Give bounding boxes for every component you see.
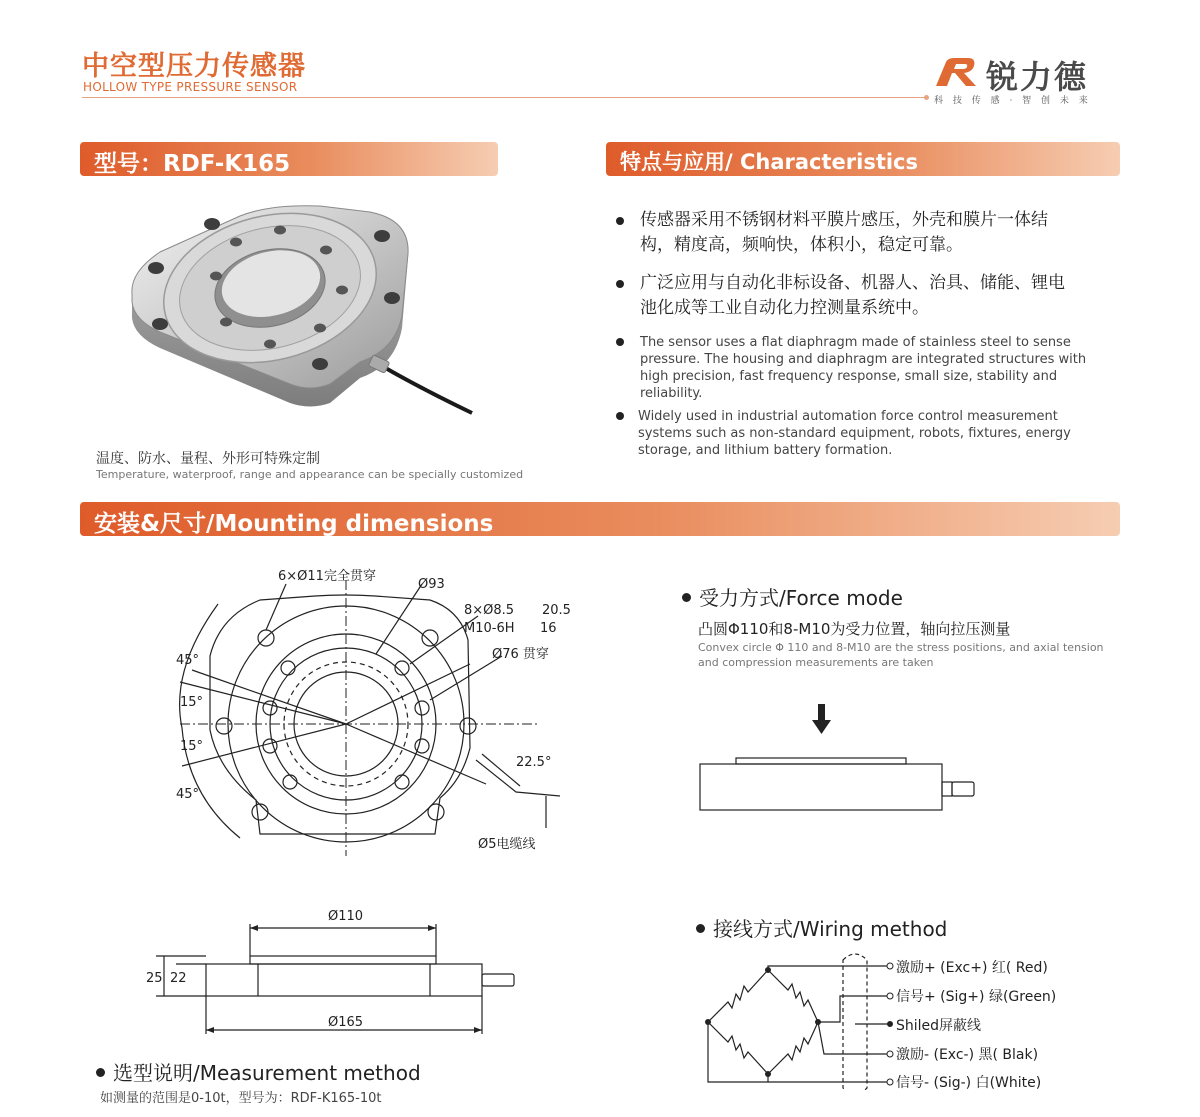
feature-text-en-1: The sensor uses a flat diaphragm made of stainless steel to sense pressure. The housing and diaphragm are integrated structures with high precision, fast frequency response, small size, stability and reliability. <box>640 335 1087 401</box>
measurement-heading <box>96 1057 421 1086</box>
wire-shield: Shiled屏蔽线 <box>896 1018 982 1034</box>
brand-logo-icon <box>934 56 978 88</box>
feature-item-4 <box>616 408 1088 459</box>
inner-holes-depth: 20.5 <box>542 603 571 618</box>
bullet-icon <box>696 924 705 933</box>
height-25-label: 25 <box>146 971 163 986</box>
force-mode-desc-en: Convex circle Φ 110 and 8-M10 are the stress positions, and axial tension and compression measurements are taken <box>698 641 1104 669</box>
features-bar <box>606 142 1120 176</box>
header-divider <box>82 97 925 98</box>
top-view-drawing <box>140 560 580 860</box>
thread-depth: 16 <box>540 621 557 636</box>
angle-45-top: 45° <box>176 653 200 668</box>
bullet-icon <box>616 412 624 420</box>
feature-text-en-2: Widely used in industrial automation force control measurement systems such as non-standard equipment, robots, fixtures, energy storage, and lithium battery formation. <box>638 409 1071 458</box>
angle-45-bottom: 45° <box>176 787 200 802</box>
measurement-title: 选型说明/Measurement method <box>113 1061 421 1085</box>
wire-exc-minus: 激励- (Exc-) 黑( Blak) <box>896 1047 1039 1063</box>
features-heading: 特点与应用/ Characteristics <box>620 150 919 174</box>
angle-15-top: 15° <box>180 695 204 710</box>
feature-item-2 <box>616 271 1080 321</box>
bullet-icon <box>96 1068 105 1077</box>
angle-22-5: 22.5° <box>516 755 552 770</box>
force-mode-desc-cn: 凸圆Φ110和8-M10为受力位置，轴向拉压测量 <box>698 620 1011 638</box>
bullet-icon <box>616 217 624 225</box>
model-bar <box>80 142 498 176</box>
brand-slogan: 科 技 传 感 · 智 创 未 来 <box>934 96 1092 106</box>
outer-holes-label: 6×Ø11完全贯穿 <box>278 569 376 584</box>
dia-110-label: Ø110 <box>328 909 364 924</box>
bullet-icon <box>682 593 691 602</box>
bullet-icon <box>616 280 624 288</box>
page-title: 中空型压力传感器 <box>82 51 306 82</box>
force-arrow-icon <box>812 720 831 734</box>
wiring-heading <box>696 913 947 942</box>
wiring-title: 接线方式/Wiring method <box>713 917 948 941</box>
measurement-note: 如测量的范围是0-10t，型号为：RDF-K165-10t <box>100 1091 382 1106</box>
wire-exc-plus: 激励+ (Exc+) 红( Red) <box>896 960 1048 976</box>
angle-15-bottom: 15° <box>180 739 204 754</box>
feature-text-cn-2: 广泛应用与自动化非标设备、机器人、治具、储能、锂电池化成等工业自动化力控测量系统中。 <box>640 273 1065 318</box>
feature-text-cn-1: 传感器采用不锈钢材料平膜片感压，外壳和膜片一体结构，精度高，频响快，体积小，稳定可靠。 <box>640 210 1048 255</box>
force-mode-drawing <box>690 700 990 820</box>
force-mode-heading <box>682 582 903 611</box>
feature-item-3 <box>616 334 1090 402</box>
dia-165-label: Ø165 <box>328 1015 364 1030</box>
header-divider-dot <box>924 95 929 100</box>
product-photo <box>120 198 480 428</box>
feature-item-1 <box>616 208 1080 258</box>
bore-76-label: Ø76 贯穿 <box>492 647 549 662</box>
bullet-icon <box>616 338 624 346</box>
height-22-label: 22 <box>170 971 187 986</box>
pcd-93-label: Ø93 <box>418 577 445 592</box>
page-subtitle: HOLLOW TYPE PRESSURE SENSOR <box>83 80 298 94</box>
wire-sig-minus: 信号- (Sig-) 白(White) <box>896 1075 1042 1091</box>
side-view-drawing <box>140 906 540 1036</box>
thread-label: M10-6H <box>464 621 515 636</box>
inner-holes-label: 8×Ø8.5 <box>464 603 515 618</box>
wire-sig-plus: 信号+ (Sig+) 绿(Green) <box>896 989 1057 1005</box>
customization-note-cn: 温度、防水、量程、外形可特殊定制 <box>96 451 320 467</box>
mounting-heading: 安装&尺寸/Mounting dimensions <box>94 511 494 537</box>
brand-name: 锐力德 <box>986 58 1089 96</box>
customization-note-en: Temperature, waterproof, range and appearance can be specially customized <box>96 468 524 481</box>
cable-label: Ø5电缆线 <box>478 837 536 852</box>
force-mode-title: 受力方式/Force mode <box>699 586 903 610</box>
mounting-bar <box>80 502 1120 536</box>
model-label: 型号：RDF-K165 <box>94 151 291 177</box>
wiring-bridge-diagram <box>700 950 900 1090</box>
